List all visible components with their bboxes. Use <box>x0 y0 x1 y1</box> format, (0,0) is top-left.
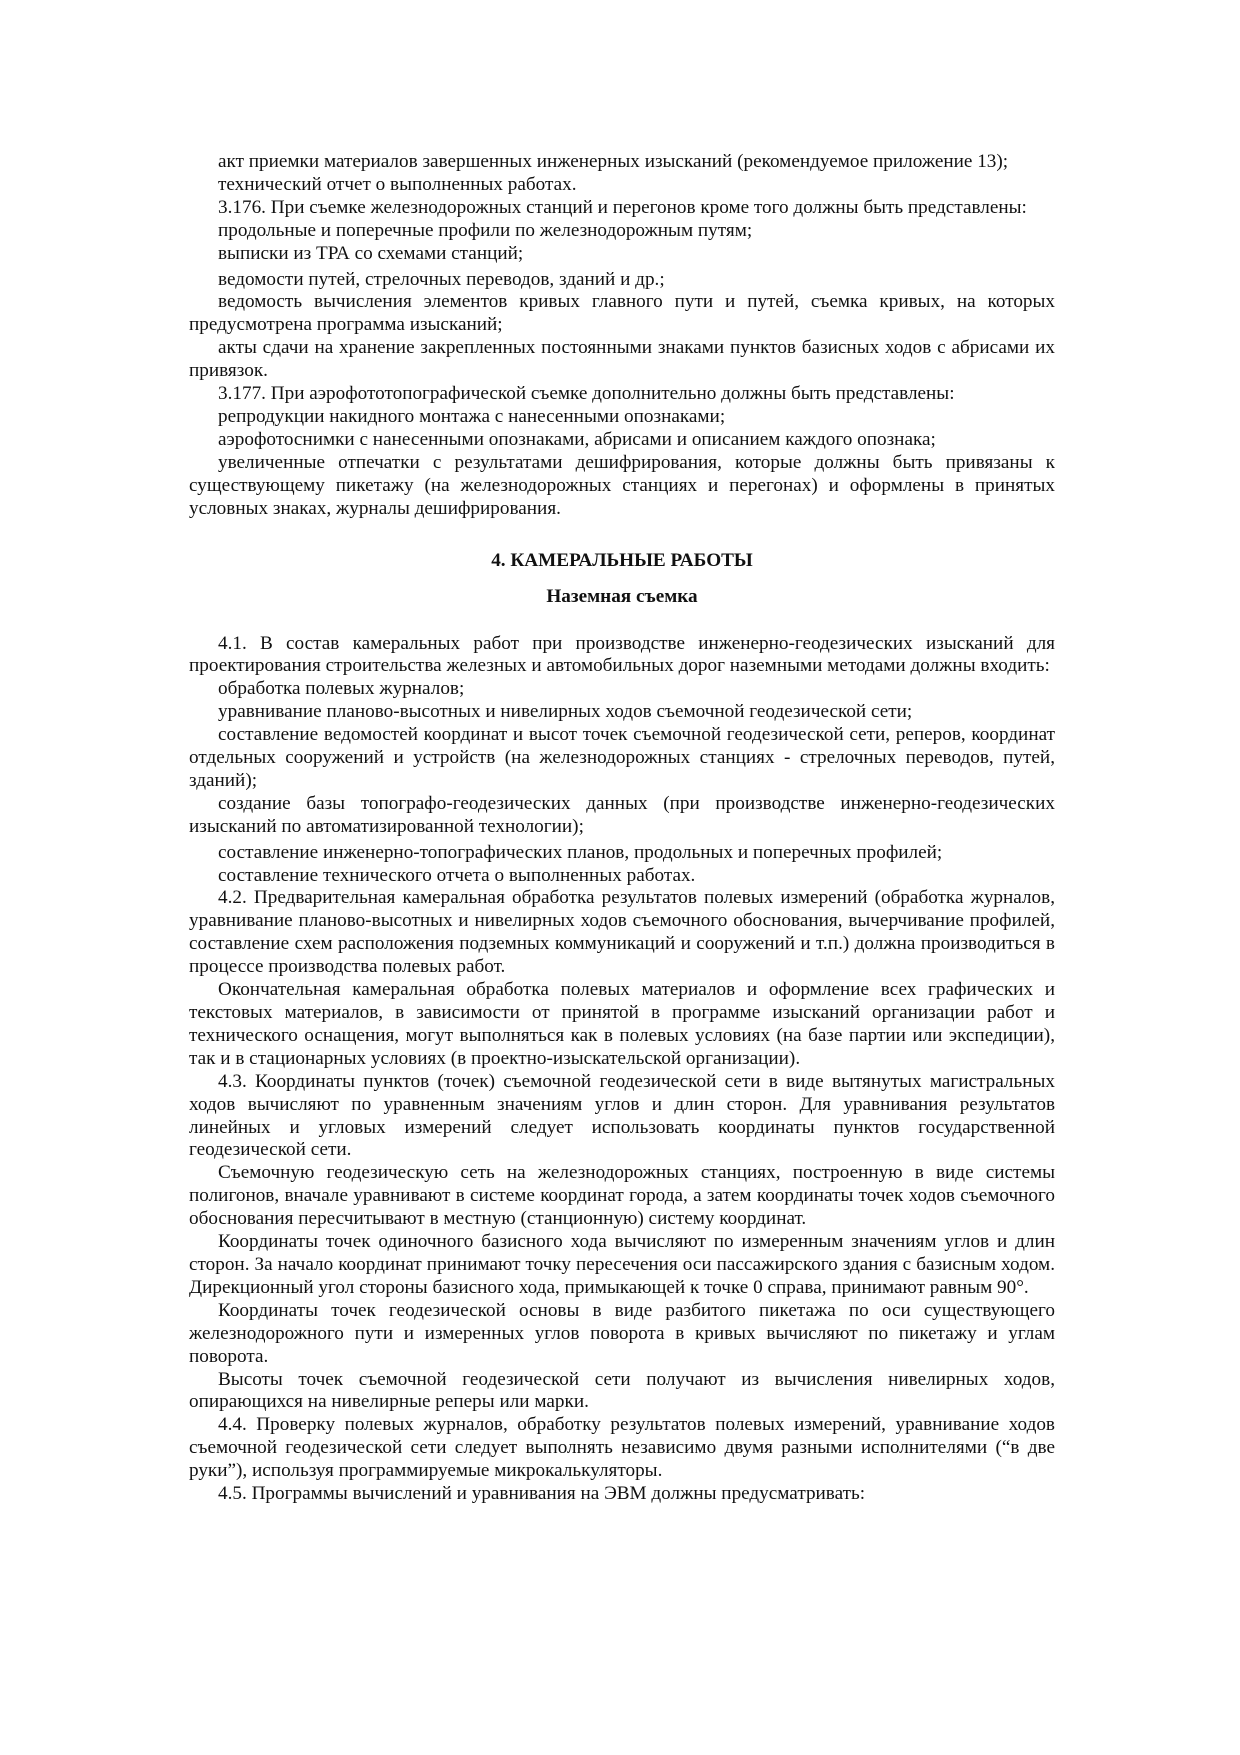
paragraph: продольные и поперечные профили по железнодорожным путям; <box>218 219 753 241</box>
paragraph: ведомости путей, стрелочных переводов, зданий и др.; <box>218 268 665 290</box>
paragraph: составление технического отчета о выполненных работах. <box>218 864 696 886</box>
paragraph: 4.4. Проверку полевых журналов, обработку результатов полевых измерений, уравнивание ходов съемочной геодезической сети следует выполнять независимо двумя разными исполнителями (“в две руки”), используя программируемые микрокалькуляторы. <box>189 1414 1055 1482</box>
paragraph: репродукции накидного монтажа с нанесенными опознаками; <box>218 405 726 427</box>
paragraph: 4.2. Предварительная камеральная обработка результатов полевых измерений (обработка журналов, уравнивание планово-высотных и нивелирных ходов съемочного обоснования, вычерчивание профилей, составление схем расположения подземных коммуникаций и сооружений и т.п.) должна производиться в процессе производства полевых работ. <box>189 887 1055 978</box>
paragraph: 3.177. При аэрофототопографической съемке дополнительно должны быть представлены: <box>218 383 955 405</box>
paragraph: 4.3. Координаты пунктов (точек) съемочной геодезической сети в виде вытянутых магистральных ходов вычисляют по уравненным значениям углов и длин сторон. Для уравнивания результатов линейных и угловых измерений следует использовать координаты пунктов государственной геодезической сети. <box>189 1070 1055 1161</box>
paragraph: обработка полевых журналов; <box>218 678 465 700</box>
paragraph: Окончательная камеральная обработка полевых материалов и оформление всех графических и текстовых материалов, в зависимости от принятой в программе изысканий организации работ и технического оснащения, могут выполняться как в полевых условиях (на базе партии или экспедиции), так и в стационарных условиях (в проектно-изыскательской организации). <box>189 979 1055 1069</box>
paragraph: уравнивание планово-высотных и нивелирных ходов съемочной геодезической сети; <box>218 701 913 723</box>
paragraph: технический отчет о выполненных работах. <box>218 173 577 195</box>
paragraph: аэрофотоснимки с нанесенными опознаками, абрисами и описанием каждого опознака; <box>218 428 936 450</box>
paragraph: выписки из ТРА со схемами станций; <box>218 242 524 264</box>
paragraph: Координаты точек одиночного базисного хода вычисляют по измеренным значениям углов и длин сторон. За начало координат принимают точку пересечения оси пассажирского здания с базисным ходом. Дирекционный угол стороны базисного хода, примыкающей к точке 0 справа, принимают равным 90°. <box>189 1231 1055 1298</box>
paragraph: ведомость вычисления элементов кривых главного пути и путей, съемка кривых, на которых предусмотрена программа изысканий; <box>189 291 1055 336</box>
paragraph: 3.176. При съемке железнодорожных станций и перегонов кроме того должны быть представлены: <box>218 196 1027 218</box>
paragraph: 4.5. Программы вычислений и уравнивания на ЭВМ должны предусматривать: <box>218 1483 866 1505</box>
paragraph: акты сдачи на хранение закрепленных постоянными знаками пунктов базисных ходов с абрисами их привязок. <box>189 337 1055 382</box>
paragraph: акт приемки материалов завершенных инженерных изысканий (рекомендуемое приложение 13); <box>218 151 1009 172</box>
document-page <box>189 151 1055 1506</box>
paragraph: увеличенные отпечатки с результатами дешифрирования, которые должны быть привязаны к существующему пикетажу (на железнодорожных станциях и перегонах) и оформлены в принятых условных знаках, журналы дешифрирования. <box>189 451 1055 519</box>
paragraph: 4.1. В состав камеральных работ при производстве инженерно-геодезических изысканий для проектирования строительства железных и автомобильных дорог наземными методами должны входить: <box>189 632 1055 677</box>
section-title: 4. КАМЕРАЛЬНЫЕ РАБОТЫ <box>491 549 753 571</box>
paragraph: Координаты точек геодезической основы в виде разбитого пикетажа по оси существующего железнодорожного пути и измеренных углов поворота в кривых вычисляют по пикетажу и углам поворота. <box>189 1299 1055 1367</box>
subsection-title: Наземная съемка <box>546 585 698 607</box>
paragraph: Съемочную геодезическую сеть на железнодорожных станциях, построенную в виде системы полигонов, вначале уравнивают в системе координат города, а затем координаты точек ходов съемочного обоснования пересчитывают в местную (станционную) систему координат. <box>189 1162 1055 1230</box>
paragraph: Высоты точек съемочной геодезической сети получают из вычисления нивелирных ходов, опирающихся на нивелирные реперы или марки. <box>189 1368 1055 1413</box>
paragraph: составление ведомостей координат и высот точек съемочной геодезической сети, реперов, координат отдельных сооружений и устройств (на железнодорожных станциях - стрелочных переводов, путей, зданий); <box>189 724 1055 791</box>
paragraph: создание базы топографо-геодезических данных (при производстве инженерно-геодезических изысканий по автоматизированной технологии); <box>189 792 1055 837</box>
paragraph: составление инженерно-топографических планов, продольных и поперечных профилей; <box>218 841 943 863</box>
